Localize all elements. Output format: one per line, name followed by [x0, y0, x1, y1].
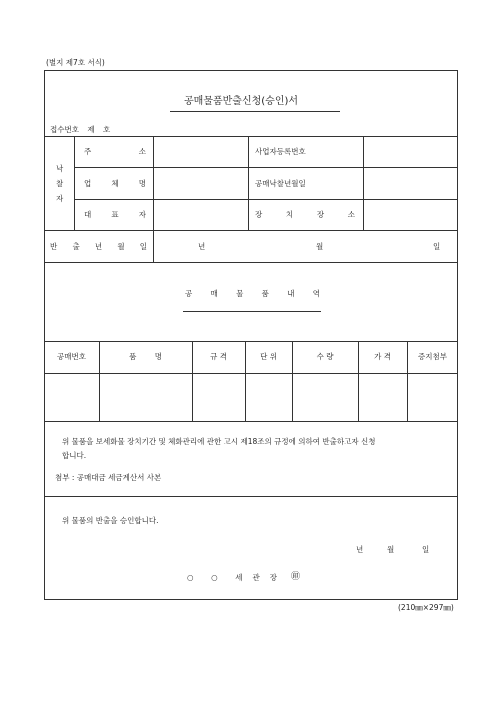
storage-place-label: 장 치 장 소 [255, 210, 355, 219]
bidder-col-line [74, 136, 75, 230]
business-name-label: 업 체 명 [84, 179, 146, 188]
statement-line-2: 합니다. [62, 451, 87, 460]
bidder-row-line [74, 167, 458, 168]
receipt-number: 접수번호 제 호 [50, 125, 111, 134]
approval-section-line [44, 496, 458, 497]
column-header: 수 량 [316, 352, 334, 361]
release-month: 월 [316, 242, 324, 251]
release-year: 년 [198, 242, 206, 251]
auction-date-label: 공매낙찰년월일 [255, 179, 306, 188]
statement-line-1: 위 물품을 보세화물 장치기간 및 체화관리에 관한 고시 제18조의 규정에 의하여 반출하고자 신청 [62, 437, 376, 446]
goods-table-bottom [44, 421, 458, 422]
title-underline [170, 111, 340, 112]
representative-label: 대 표 자 [84, 210, 146, 219]
release-date-line [44, 262, 458, 263]
bidder-group-char: 낙 [56, 164, 64, 173]
bidder-col-line [153, 136, 154, 230]
bidder-group-char: 자 [56, 194, 64, 203]
attachment-note: 첨부 : 공매대금 세금계산서 사본 [55, 473, 162, 482]
goods-header-line [44, 373, 458, 374]
column-header: 품 명 [129, 352, 162, 361]
goods-table-top [44, 341, 458, 342]
approval-year: 년 [356, 545, 364, 554]
release-day: 일 [433, 242, 441, 251]
bidder-col-line [363, 136, 364, 230]
column-header: 공매번호 [57, 352, 86, 361]
column-header: 규 격 [210, 352, 227, 361]
approval-text: 위 물품의 반출을 승인합니다. [62, 516, 159, 525]
bidder-group-char: 찰 [56, 179, 64, 188]
seal-mark: ㊞ [291, 572, 301, 582]
paper-size: (210㎜×297㎜) [398, 603, 454, 612]
bidder-table-bottom [44, 230, 458, 231]
section-title: 공 매 물 품 내 역 [185, 289, 320, 298]
bidder-row-line [74, 199, 458, 200]
form-reference: (별지 제7호 서식) [46, 58, 105, 67]
column-header: 증지첨부 [418, 352, 447, 361]
approval-month: 월 [387, 545, 395, 554]
address-label: 주 소 [84, 147, 146, 156]
business-reg-no-label: 사업자등록번호 [255, 147, 306, 156]
release-date-col-line [153, 230, 154, 262]
bidder-col-line [248, 136, 249, 230]
bidder-table-top [44, 136, 458, 137]
column-header: 가 격 [374, 352, 391, 361]
column-header: 단 위 [260, 352, 277, 361]
approval-day: 일 [422, 545, 430, 554]
approver-name: ○ ○ 세 관 장 [187, 573, 277, 582]
page-title: 공매물품반출신청(승인)서 [184, 96, 299, 107]
release-date-label: 반 출 년 월 일 [50, 242, 147, 251]
section-title-underline [183, 311, 321, 312]
